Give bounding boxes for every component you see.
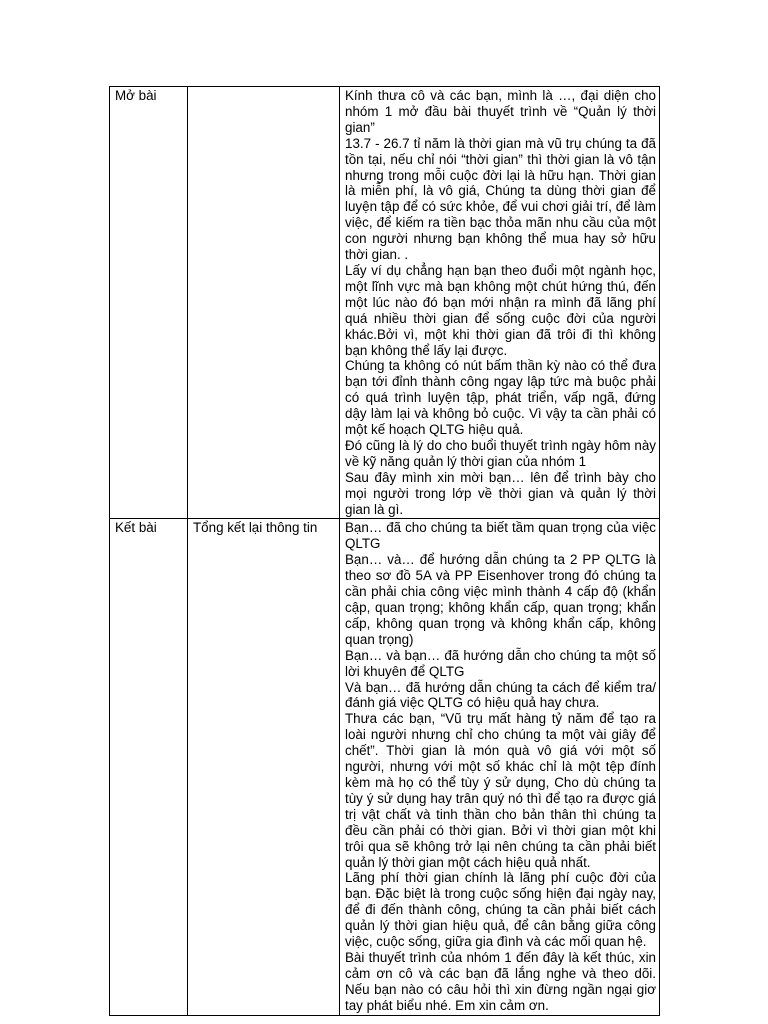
script-paragraph: Chúng ta không có nút bấm thần kỳ nào có thể đưa bạn tới đỉnh thành công ngay lập tức mà buộc phải có quá trình luyện tập, phát triển, vấp ngã, đứng dậy làm lại và không bỏ cuộc. Vì vậy ta cần phải có một kế hoạch QLTG hiệu quả.	[345, 358, 656, 438]
script-paragraph: Sau đây mình xin mời bạn… lên để trình bày cho mọi người trong lớp về thời gian và quản lý thời gian là gì.	[345, 469, 656, 517]
script-paragraph: 13.7 - 26.7 tỉ năm là thời gian mà vũ trụ chúng ta đã tồn tại, nếu chỉ nói “thời gian” thì thời gian là vô tận nhưng trong mỗi cuộc đời lại là hữu hạn. Thời gian là miễn phí, là vô giá, Chúng ta dùng thời gian để luyện tập để có sức khỏe, để vui chơi giải trí, để làm việc, để kiếm ra tiền bạc thỏa mãn nhu cầu của một con người nhưng bạn không thể mua hay sở hữu thời gian. .	[345, 135, 656, 263]
section-label-cell	[110, 87, 188, 519]
script-paragraph: Đó cũng là lý do cho buổi thuyết trình ngày hôm này về kỹ năng quản lý thời gian của nhóm 1	[345, 437, 656, 469]
script-paragraph: Và bạn… đã hướng dẫn chúng ta cách để kiểm tra/ đánh giá việc QLTG có hiệu quả hay chưa.	[345, 679, 656, 711]
script-paragraph: Lãng phí thời gian chính là lãng phí cuộc đời của bạn. Đặc biệt là trong cuộc sống hiện đại ngày nay, để đi đến thành công, chúng ta cần phải biết cách quản lý thời gian hiệu quả, để cân bằng giữa công việc, cuộc sống, giữa gia đình và các mối quan hệ.	[345, 870, 656, 950]
table-row-conclusion	[110, 519, 660, 1015]
summary-cell	[188, 519, 340, 1015]
script-cell	[340, 519, 660, 1015]
table-row-intro	[110, 87, 660, 519]
section-label-cell	[110, 519, 188, 1015]
script-paragraph: Bạn… đã cho chúng ta biết tầm quan trọng của việc QLTG	[345, 520, 656, 552]
script-paragraph: Bài thuyết trình của nhóm 1 đến đây là kết thúc, xin cảm ơn cô và các bạn đã lắng nghe và theo dõi. Nếu bạn nào có câu hỏi thì xin đừng ngần ngại giơ tay phát biểu nhé. Em xin cảm ơn.	[345, 949, 656, 1013]
section-label: Kết bài	[115, 520, 157, 536]
summary-cell	[188, 87, 340, 519]
outline-table	[109, 86, 660, 1016]
script-paragraph: Thưa các bạn, “Vũ trụ mất hàng tỷ năm để tạo ra loài người nhưng chỉ cho chúng ta một vài giây để chết”. Thời gian là món quà vô giá với một số người, nhưng với một số khác chỉ là một tệp đính kèm mà họ có thể tùy ý sử dụng, Cho dù chúng ta tùy ý sử dụng hay trân quý nó thì để tạo ra được giá trị vật chất và tinh thần cho bản thân thì chúng ta đều cần phải có thời gian. Bởi vì thời gian một khi trôi qua sẽ không trở lại nên chúng ta cần phải biết quản lý thời gian một cách hiệu quả nhất.	[345, 711, 656, 870]
section-label: Mở bài	[115, 88, 157, 103]
script-paragraph: Lấy ví dụ chẳng hạn bạn theo đuổi một ngành học, một lĩnh vực mà bạn không một chút hứng thú, đến một lúc nào đó bạn mới nhận ra mình đã lãng phí quá nhiều thời gian để sống cuộc đời của người khác.Bởi vì, một khi thời gian đã trôi đi thì không bạn không thể lấy lại được.	[345, 262, 656, 358]
script-paragraph: Kính thưa cô và các bạn, mình là …, đại diện cho nhóm 1 mở đầu bài thuyết trình về “Quản lý thời gian”	[345, 88, 656, 135]
script-paragraph: Bạn… và bạn… đã hướng dẫn cho chúng ta một số lời khuyên để QLTG	[345, 647, 656, 679]
script-paragraph: Bạn… và… để hướng dẫn chúng ta 2 PP QLTG là theo sơ đồ 5A và PP Eisenhover trong đó chúng ta cần phải chia công việc mình thành 4 cấp độ (khẩn cập, quan trọng; không khẩn cấp, quan trọng; khẩn cấp, không quan trọng và không khẩn cấp, không quan trọng)	[345, 552, 656, 647]
script-cell	[340, 87, 660, 519]
summary-text: Tổng kết lại thông tin	[193, 520, 318, 536]
